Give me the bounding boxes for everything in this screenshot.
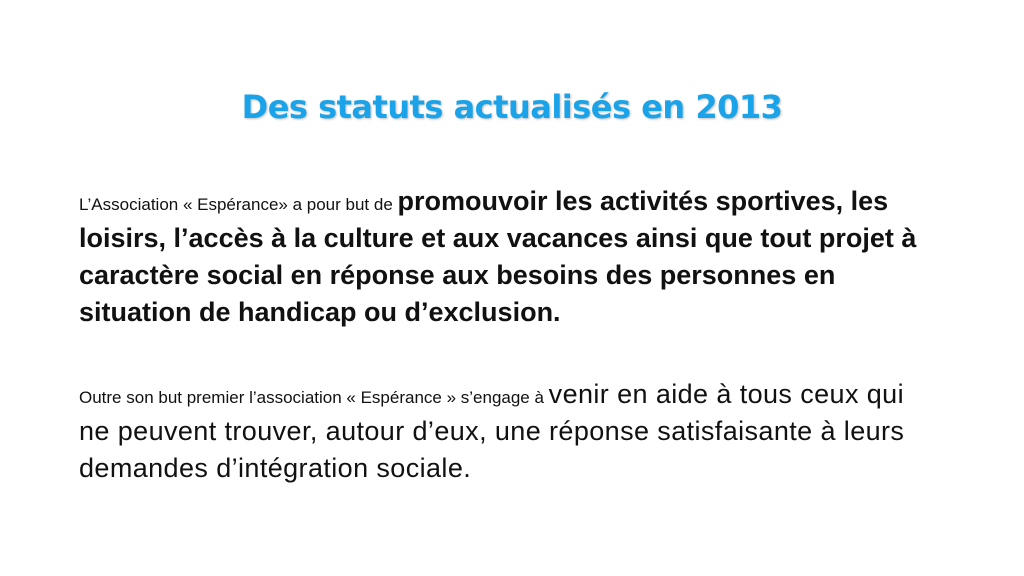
- paragraph-purpose: [79, 185, 939, 333]
- paragraph-commitment-main: venir en aide à tous ceux qui ne peuvent trouver, autour d’eux, une réponse satisfaisante à leurs demandes d’intégration sociale.: [79, 379, 905, 483]
- paragraph-purpose-intro: L’Association « Espérance» a pour but de: [79, 195, 398, 214]
- paragraph-purpose-emphasis: promouvoir les activités sportives, les loisirs, l’accès à la culture et aux vacances ainsi que tout projet à caractère social en réponse aux besoins des personnes en situation de handicap ou d’exclusion.: [79, 186, 917, 327]
- slide-title: Des statuts actualisés en 2013: [241, 88, 783, 126]
- paragraph-commitment: [79, 378, 939, 489]
- paragraph-commitment-intro: Outre son but premier l’association « Espérance » s’engage à: [79, 388, 549, 407]
